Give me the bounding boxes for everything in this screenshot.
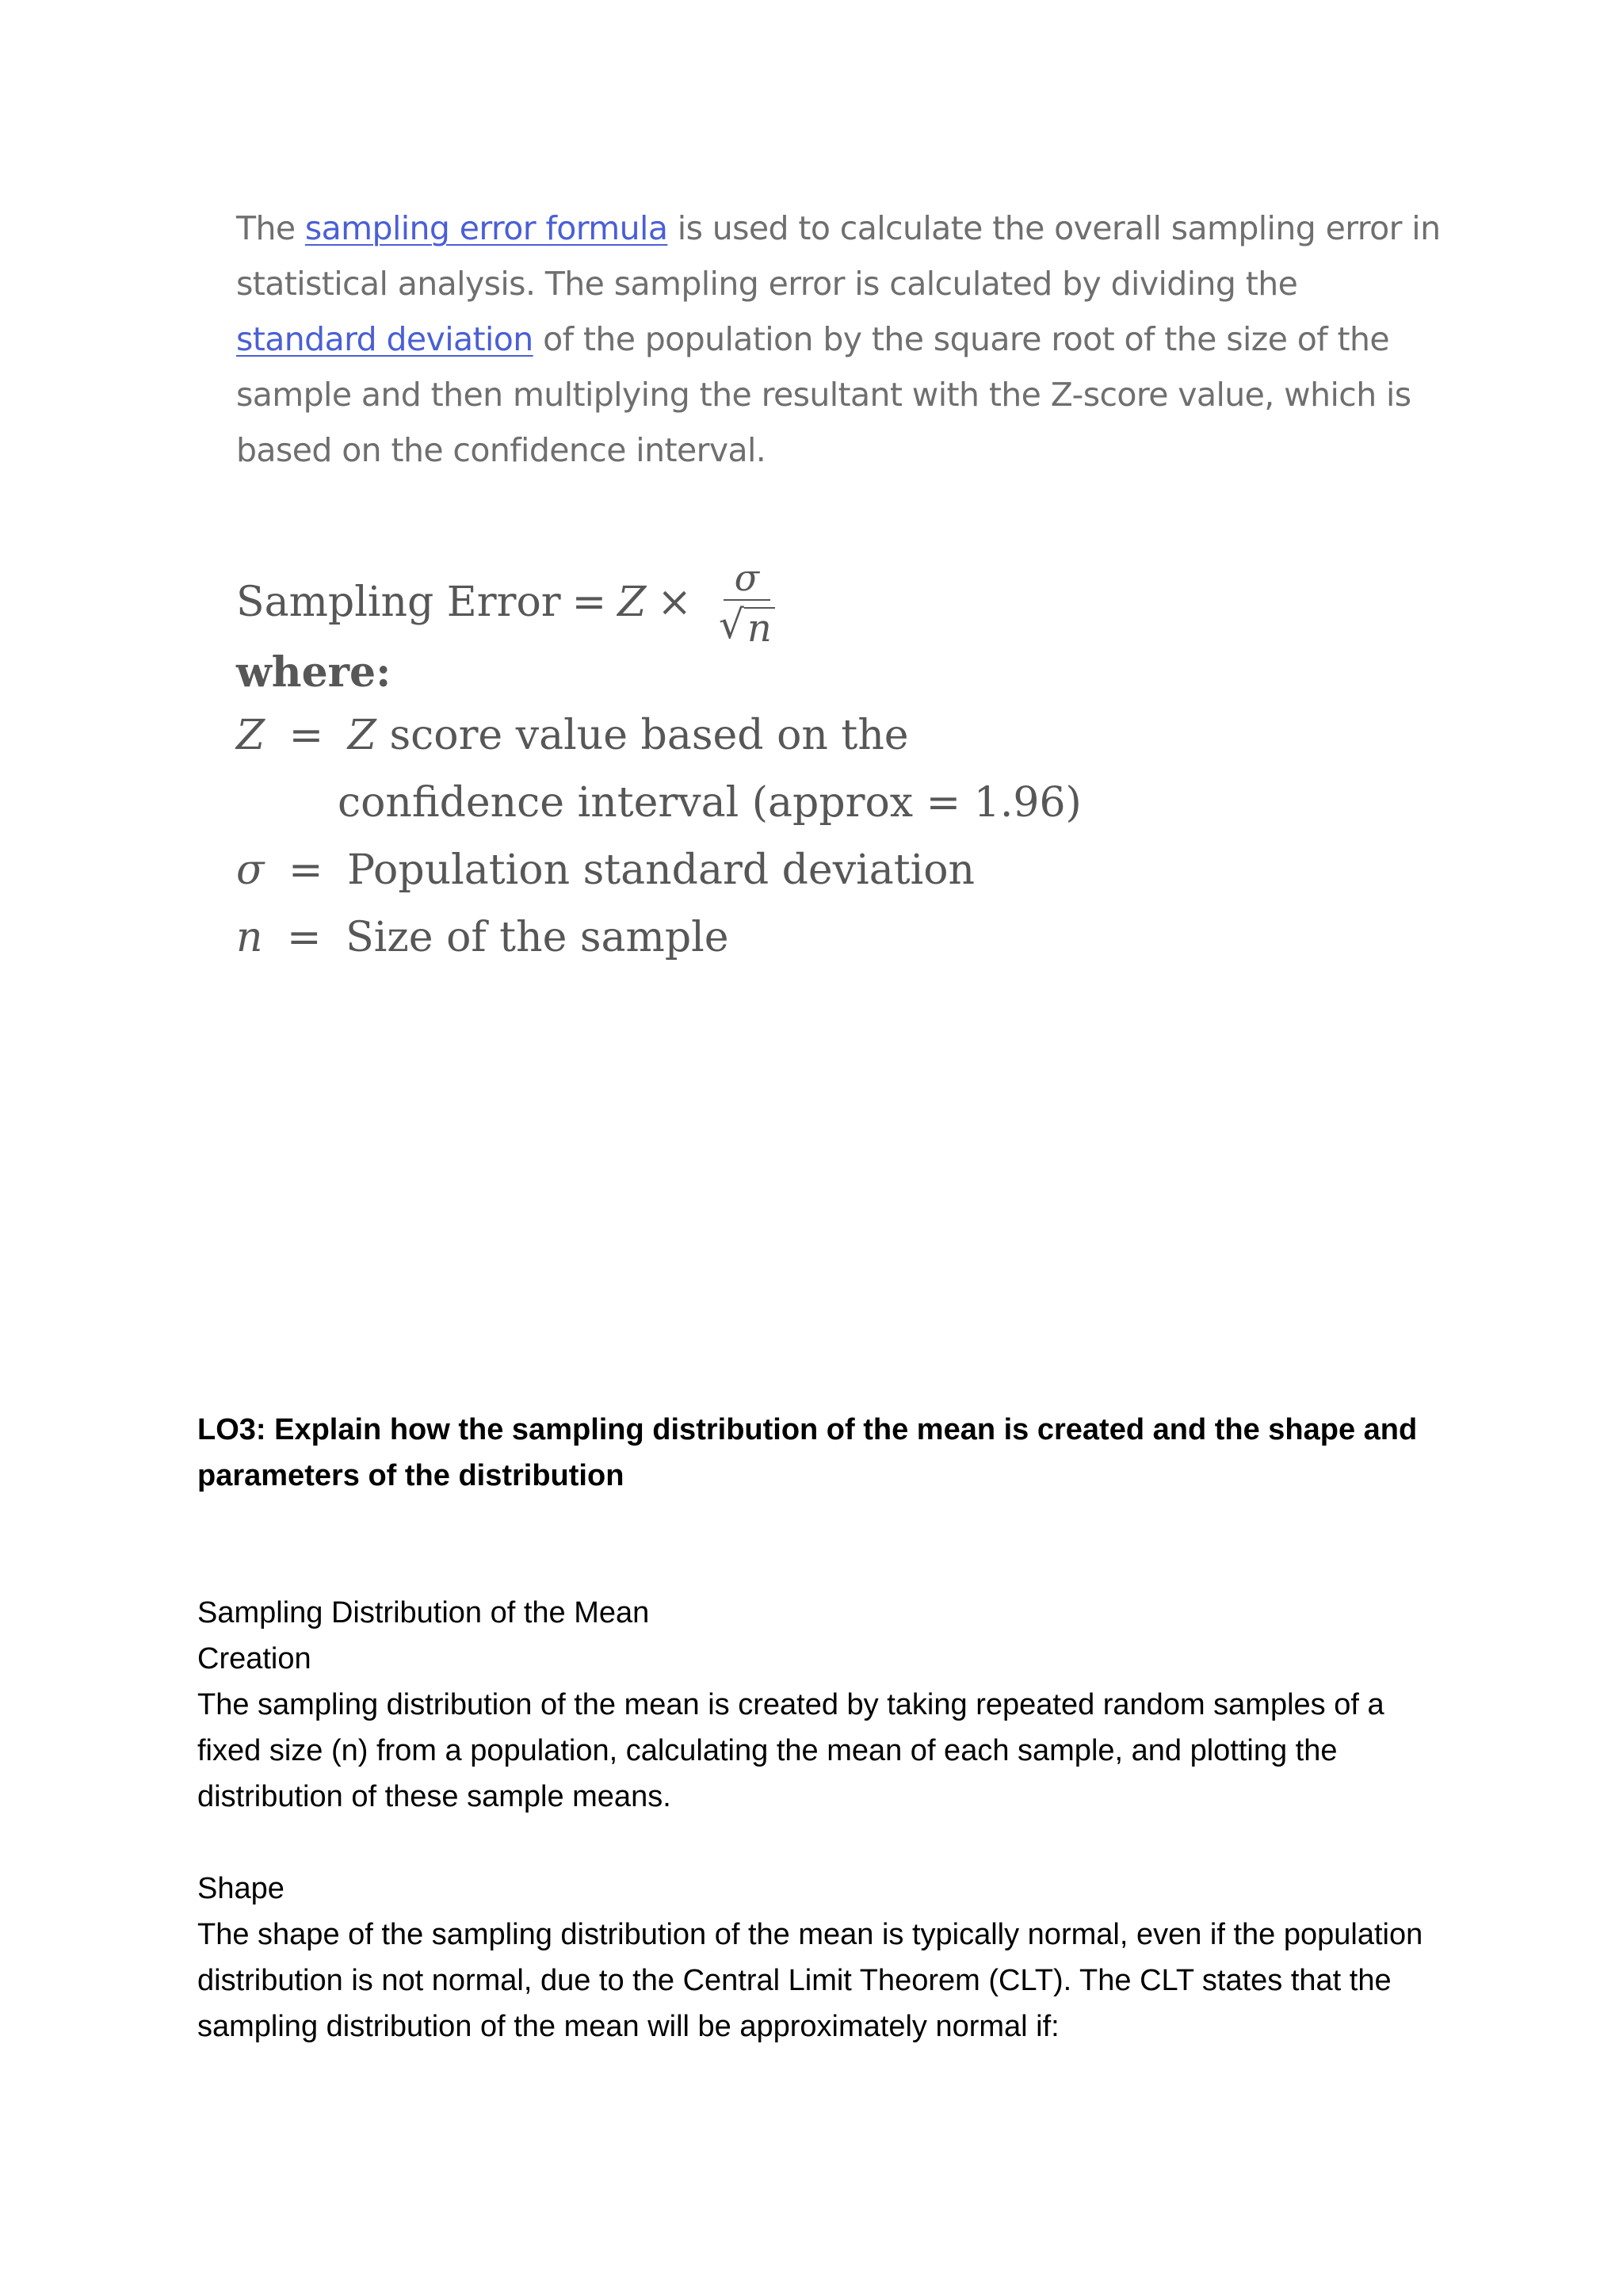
formula-numerator: σ [724, 556, 770, 601]
section-subheading: Sampling Distribution of the Mean [197, 1596, 650, 1629]
def-sigma-text: Population standard deviation [347, 846, 976, 894]
creation-paragraph: The sampling distribution of the mean is created by taking repeated random samples of a fixed size (n) from a population, calculating the mean of each sample, and plotting the distribution of these sample means. [197, 1688, 1384, 1813]
paragraph-text-1: The [236, 209, 305, 247]
paragraph-text-3: of the population by the square root of the size of the sample and then multiplying the resultant with the Z-score value, which is based on the confidence interval. [236, 320, 1411, 469]
formula-fraction [718, 556, 775, 651]
def-z-italic: Z [347, 712, 376, 759]
def-n-equals: = [287, 914, 322, 961]
definition-z-continued: confidence interval (approx = 1.96) [338, 779, 1082, 827]
lo3-heading: LO3: Explain how the sampling distribution of the mean is created and the shape and parameters of the distribution [197, 1413, 1418, 1492]
def-sigma-symbol: σ [236, 846, 265, 894]
formula-times: × [657, 579, 692, 626]
shape-label: Shape [197, 1872, 285, 1905]
where-label: where: [236, 648, 391, 697]
formula-equals: = [571, 579, 607, 626]
def-z-equals: = [288, 712, 324, 759]
def-n-symbol: n [236, 914, 263, 961]
square-root-sign: √ [718, 602, 744, 648]
definition-sigma [236, 846, 975, 894]
def-z-symbol: Z [236, 712, 265, 759]
definition-n [236, 914, 729, 961]
formula-radicand: n [744, 607, 775, 648]
creation-label: Creation [197, 1642, 311, 1675]
sampling-error-formula-link[interactable]: sampling error formula [304, 209, 668, 247]
paragraph-text-2: is used to calculate the overall sampling error in statistical analysis. The sampling error is calculated by dividing the [236, 209, 1441, 303]
def-n-text: Size of the sample [346, 914, 729, 961]
formula-z: Z [617, 579, 647, 626]
standard-deviation-link[interactable]: standard deviation [236, 320, 533, 358]
def-z-text-line1: score value based on the [376, 712, 909, 759]
shape-paragraph: The shape of the sampling distribution of the mean is typically normal, even if the population distribution is not normal, due to the Central Limit Theorem (CLT). The CLT states that the sampling distribution of the mean will be approximately normal if: [197, 1918, 1423, 2043]
sampling-error-paragraph [236, 201, 1441, 478]
formula-lhs: Sampling Error [236, 579, 561, 626]
def-sigma-equals: = [288, 846, 323, 894]
sampling-error-formula [236, 547, 775, 658]
formula-denominator [718, 601, 775, 651]
definition-z [236, 712, 909, 759]
